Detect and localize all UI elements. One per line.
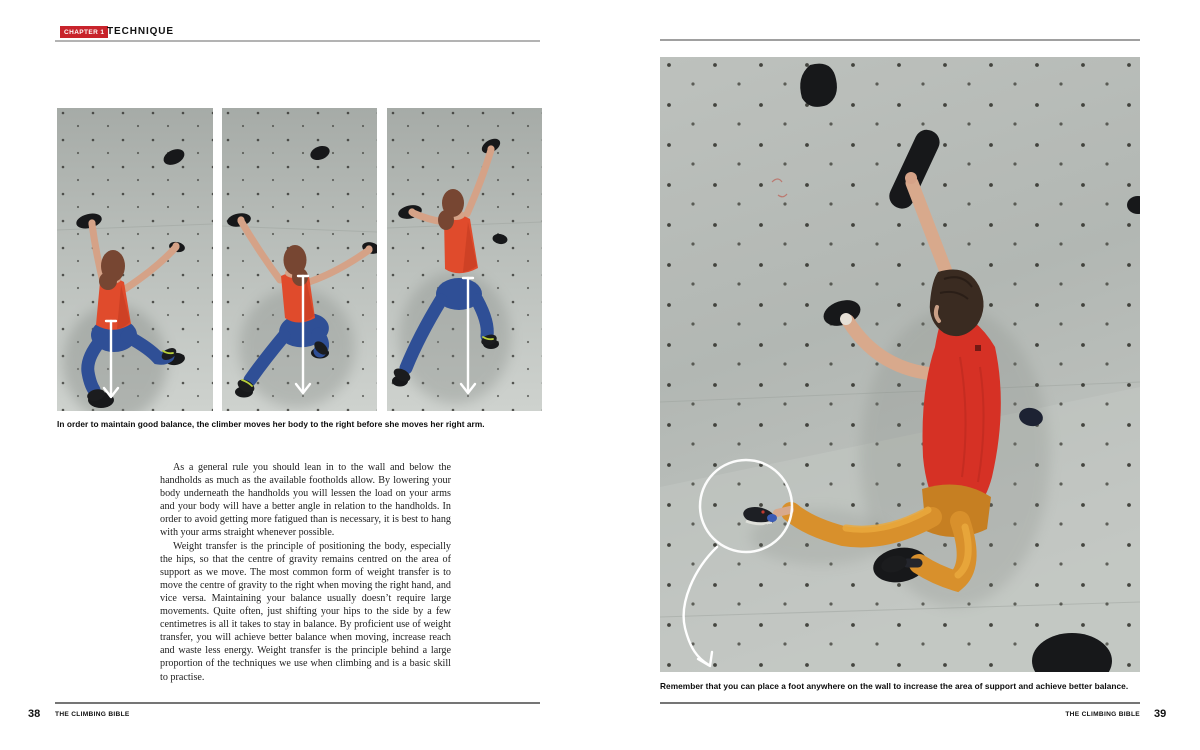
body-paragraph: Weight transfer is the principle of positioning the body, especially the hips, so that the centre of gravity remains centred on the area of support as we move. The most common form of weight transfer is to move the centre of gravity to the right when moving the right hand, and vice versa. Maintaining your balance usually doesn’t require large movements. Quite often, just shifting your hips to the side by a few centimetres is all it takes to stay in balance. By proficient use of weight transfer, you will achieve better balance when moving, increase reach and waste less energy. Weight transfer is the principle behind a large proportion of the techniques we use when climbing and is a basic skill to practise. — [160, 540, 451, 683]
header-rule-left — [55, 40, 540, 42]
sequence-photo-1 — [57, 108, 213, 411]
chapter-title: TECHNIQUE — [107, 26, 174, 37]
chapter-badge: CHAPTER 1 — [60, 26, 108, 38]
sequence-photo-3 — [387, 108, 542, 411]
book-title-right: THE CLIMBING BIBLE — [1065, 711, 1140, 718]
footer-rule-left — [55, 702, 540, 704]
page-number-left: 38 — [28, 708, 41, 720]
main-photo — [660, 57, 1140, 672]
main-photo-caption: Remember that you can place a foot anywhere on the wall to increase the area of support and achieve better balance. — [660, 681, 1129, 691]
header-rule-right — [660, 39, 1140, 41]
book-title-left: THE CLIMBING BIBLE — [55, 711, 130, 718]
body-paragraph: As a general rule you should lean in to the wall and below the handholds as much as the available footholds allow. By lowering your body underneath the handholds you will lessen the load on your arms and your body will have a better angle in relation to the handholds. In order to avoid getting more fatigued than is necessary, it is best to hang with your arms straight whenever possible. — [160, 462, 451, 539]
sequence-photo-2 — [222, 108, 377, 411]
footer-rule-right — [660, 702, 1140, 704]
sequence-photo-caption: In order to maintain good balance, the climber moves her body to the right before she moves her right arm. — [57, 419, 485, 429]
page-number-right: 39 — [1154, 708, 1167, 720]
body-text — [160, 461, 451, 684]
